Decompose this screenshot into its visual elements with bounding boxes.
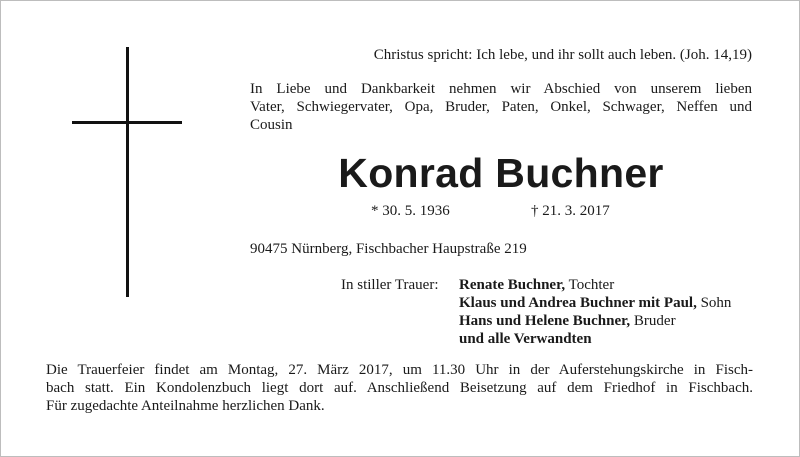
mourner-item xyxy=(459,294,731,312)
funeral-line: bach statt. Ein Kondolenzbuch liegt dort auf. Anschließend Beisetzung auf dem Friedhof in Fischbach. xyxy=(46,380,753,396)
birth-date: * 30. 5. 1936 xyxy=(371,203,450,219)
mourner-name: Renate Buchner, xyxy=(459,277,566,293)
mourners-list xyxy=(459,276,731,348)
funeral-line: Die Trauerfeier findet am Montag, 27. März 2017, um 11.30 Uhr in der Auferstehungskirche in Fisch- xyxy=(46,362,753,378)
mourner-item xyxy=(459,330,731,348)
mourner-name: Klaus und Andrea Buchner mit Paul, xyxy=(459,295,697,311)
mourner-relation: Bruder xyxy=(630,313,676,329)
mourner-relation: Sohn xyxy=(696,295,732,311)
cross-icon xyxy=(126,47,129,297)
mourner-item xyxy=(459,276,731,294)
mourner-item xyxy=(459,312,731,330)
intro-text xyxy=(250,80,752,134)
funeral-info xyxy=(46,361,753,415)
death-date: † 21. 3. 2017 xyxy=(531,203,610,219)
funeral-line: Für zugedachte Anteilnahme herzlichen Dank. xyxy=(46,398,325,414)
mourning-label: In stiller Trauer: xyxy=(341,277,439,293)
mourner-name: Hans und Helene Buchner, xyxy=(459,313,631,329)
cross-icon-crossbar xyxy=(72,121,182,124)
bible-quote: Christus spricht: Ich lebe, und ihr sollt auch leben. (Joh. 14,19) xyxy=(373,47,752,63)
mourner-relation: Tochter xyxy=(565,277,615,293)
address: 90475 Nürnberg, Fischbacher Haupstraße 219 xyxy=(250,241,527,257)
deceased-name: Konrad Buchner xyxy=(338,150,664,196)
intro-line: Vater, Schwiegervater, Opa, Bruder, Paten, Onkel, Schwager, Neffen und xyxy=(250,99,752,115)
intro-line: In Liebe und Dankbarkeit nehmen wir Abschied von unserem lieben xyxy=(250,81,752,97)
mourner-name: und alle Verwandten xyxy=(459,331,592,347)
intro-line: Cousin xyxy=(250,117,293,133)
